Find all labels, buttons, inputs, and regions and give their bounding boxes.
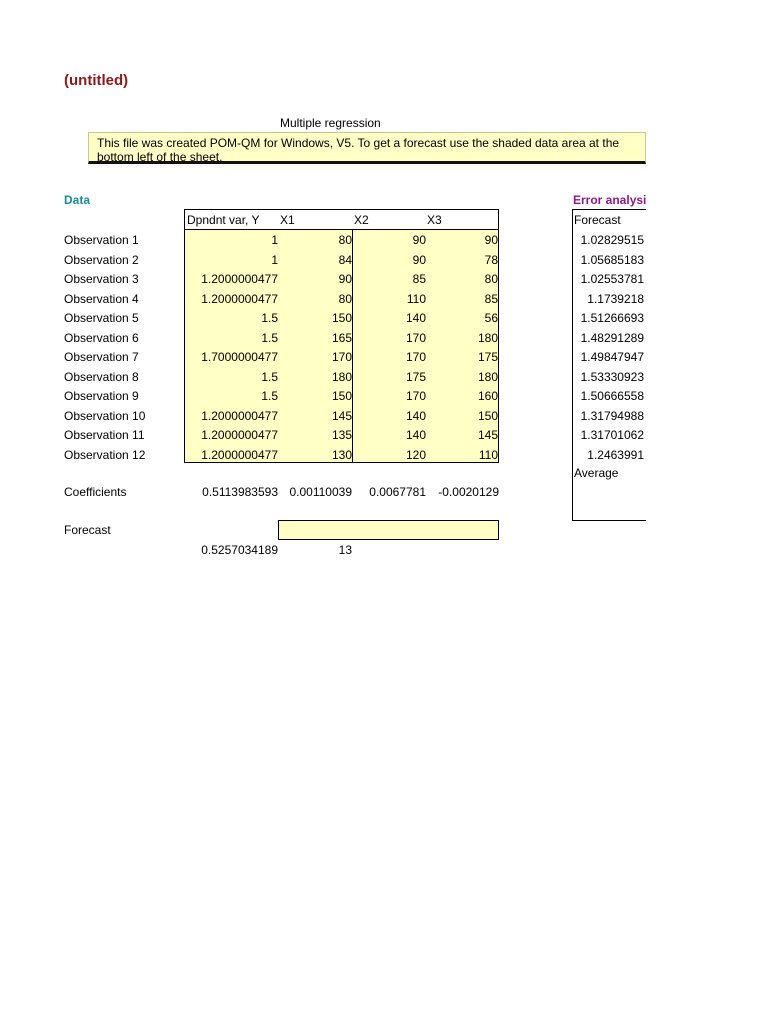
observation-label: Observation 10 (64, 409, 146, 423)
data-cell-x3[interactable]: 110 (478, 448, 498, 462)
data-cell-x3[interactable]: 78 (484, 253, 498, 267)
data-cell-y[interactable]: 1.5 (261, 389, 278, 403)
data-cell-x1[interactable]: 90 (338, 272, 352, 286)
data-cell-x2[interactable]: 170 (405, 350, 426, 364)
data-cell-x3[interactable]: 150 (477, 409, 498, 423)
observation-label: Observation 2 (64, 253, 139, 267)
observation-label: Observation 4 (64, 292, 139, 306)
observation-label: Observation 7 (64, 350, 139, 364)
error-forecast-value: 1.31701062 (580, 428, 644, 442)
data-cell-y[interactable]: 1.2000000477 (201, 428, 278, 442)
coefficient-y: 0.5113983593 (202, 485, 278, 499)
forecast-extra: 13 (338, 543, 352, 557)
data-cell-y[interactable]: 1.5 (261, 331, 278, 345)
coefficient-x3: -0.0020129 (438, 485, 499, 499)
sheet-clip-edge (646, 180, 768, 540)
data-cell-x3[interactable]: 56 (484, 311, 498, 325)
data-cell-x2[interactable]: 140 (405, 428, 426, 442)
data-cell-x1[interactable]: 80 (338, 233, 352, 247)
coefficient-x2: 0.0067781 (369, 485, 426, 499)
error-forecast-value: 1.49847947 (580, 350, 644, 364)
error-average-label: Average (574, 466, 619, 480)
info-banner: This file was created POM-QM for Windows, V5. To get a forecast use the shaded data area at the bottom left of the sheet. (88, 132, 646, 164)
data-cell-x2[interactable]: 90 (412, 233, 426, 247)
header-y: Dpndnt var, Y (187, 213, 260, 227)
data-cell-x1[interactable]: 145 (331, 409, 352, 423)
data-cell-y[interactable]: 1.5 (261, 370, 278, 384)
data-cell-x3[interactable]: 160 (477, 389, 498, 403)
observation-label: Observation 1 (64, 233, 139, 247)
observation-label: Observation 12 (64, 448, 146, 462)
data-cell-x1[interactable]: 150 (331, 389, 352, 403)
error-forecast-value: 1.02829515 (580, 233, 644, 247)
error-forecast-value: 1.48291289 (580, 331, 644, 345)
observation-label: Observation 3 (64, 272, 139, 286)
data-cell-x2[interactable]: 120 (405, 448, 426, 462)
data-cell-x1[interactable]: 130 (331, 448, 352, 462)
observation-label: Observation 5 (64, 311, 139, 325)
data-cell-x2[interactable]: 170 (405, 389, 426, 403)
data-cell-x2[interactable]: 90 (412, 253, 426, 267)
observation-label: Observation 11 (64, 428, 145, 442)
data-cell-y[interactable]: 1 (271, 253, 278, 267)
error-forecast-header: Forecast (574, 213, 621, 227)
data-cell-y[interactable]: 1.5 (261, 311, 278, 325)
header-x1: X1 (280, 213, 295, 227)
data-cell-x1[interactable]: 170 (331, 350, 352, 364)
data-cell-x3[interactable]: 80 (484, 272, 498, 286)
sheet-title: (untitled) (64, 72, 129, 89)
header-x3: X3 (427, 213, 442, 227)
data-cell-x1[interactable]: 135 (331, 428, 352, 442)
data-cell-x2[interactable]: 85 (412, 272, 426, 286)
data-cell-y[interactable]: 1.2000000477 (201, 448, 278, 462)
error-forecast-value: 1.05685183 (580, 253, 644, 267)
data-cell-y[interactable]: 1.2000000477 (201, 292, 278, 306)
data-cell-y[interactable]: 1.2000000477 (201, 272, 278, 286)
data-cell-x3[interactable]: 180 (477, 370, 498, 384)
data-cell-x3[interactable]: 85 (484, 292, 498, 306)
data-cell-x3[interactable]: 90 (484, 233, 498, 247)
data-cell-y[interactable]: 1.2000000477 (201, 409, 278, 423)
observation-label: Observation 6 (64, 331, 139, 345)
forecast-label: Forecast (64, 523, 111, 537)
data-cell-x1[interactable]: 165 (331, 331, 352, 345)
error-forecast-value: 1.53330923 (580, 370, 644, 384)
data-cell-y[interactable]: 1.7000000477 (201, 350, 278, 364)
header-x2: X2 (354, 213, 369, 227)
error-forecast-value: 1.2463991 (587, 448, 644, 462)
data-cell-x1[interactable]: 180 (331, 370, 352, 384)
table-header-border (185, 229, 499, 230)
observation-label: Observation 8 (64, 370, 139, 384)
data-cell-x2[interactable]: 170 (405, 331, 426, 345)
error-forecast-value: 1.50666558 (580, 389, 644, 403)
table-top-border (185, 209, 499, 210)
data-cell-x2[interactable]: 140 (405, 409, 426, 423)
data-cell-x3[interactable]: 175 (477, 350, 498, 364)
forecast-input-area[interactable] (278, 520, 499, 540)
observation-label: Observation 9 (64, 389, 139, 403)
subtitle: Multiple regression (280, 116, 381, 130)
forecast-value: 0.5257034189 (201, 543, 278, 557)
data-cell-y[interactable]: 1 (271, 233, 278, 247)
error-forecast-value: 1.02553781 (580, 272, 644, 286)
data-section-label: Data (64, 193, 91, 207)
data-cell-x3[interactable]: 145 (477, 428, 498, 442)
data-cell-x1[interactable]: 150 (331, 311, 352, 325)
error-section-label: Error analysi (573, 193, 647, 207)
data-cell-x2[interactable]: 110 (406, 292, 426, 306)
coefficient-x1: 0.00110039 (289, 485, 352, 499)
error-forecast-value: 1.31794988 (580, 409, 644, 423)
error-forecast-value: 1.51266693 (580, 311, 644, 325)
data-cell-x1[interactable]: 80 (338, 292, 352, 306)
data-cell-x1[interactable]: 84 (338, 253, 352, 267)
data-cell-x3[interactable]: 180 (477, 331, 498, 345)
data-cell-x2[interactable]: 175 (405, 370, 426, 384)
table-right-border (498, 209, 499, 463)
coefficients-label: Coefficients (64, 485, 127, 499)
data-cell-x2[interactable]: 140 (405, 311, 426, 325)
table-bottom-border (185, 462, 499, 463)
error-forecast-value: 1.1739218 (587, 292, 644, 306)
